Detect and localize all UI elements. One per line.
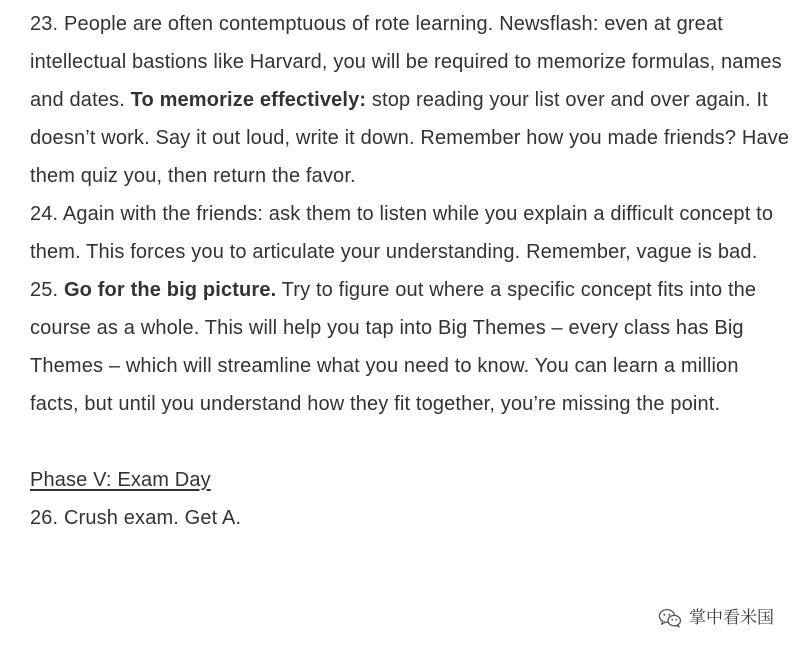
tip-24-text: 24. Again with the friends: ask them to listen while you explain a difficult concept to them. This forces you to articulate your understanding. Remember, vague is bad. — [30, 203, 774, 263]
spacer — [30, 423, 790, 461]
tip-23-text-after: stop reading your list over and over again. It doesn’t work. Say it out loud, write it down. Remember how you made friends? Have them quiz you, then return the favor. — [30, 89, 790, 187]
watermark-text: 掌中看米国 — [689, 608, 774, 628]
phase-heading-text: Phase V: Exam Day — [30, 469, 211, 491]
tip-26-text: 26. Crush exam. Get A. — [30, 507, 242, 529]
tip-25-text-after: Try to figure out where a specific concept fits into the course as a whole. This will help you tap into Big Themes – every class has Big Themes – which will streamline what you need to know. You can learn a million facts, but until you understand how they fit together, you’re missing the point. — [30, 279, 757, 415]
tip-25-bold-lead: Go for the big picture. — [63, 279, 277, 301]
tip-25-number: 25. — [30, 279, 64, 301]
tip-26-paragraph — [30, 499, 790, 537]
phase-heading — [30, 461, 790, 499]
tip-25-paragraph — [30, 271, 790, 423]
watermark — [658, 603, 774, 633]
tip-24-paragraph — [30, 195, 790, 271]
article-body — [30, 5, 790, 537]
wechat-icon — [658, 608, 682, 628]
tip-23-text-before: 23. People are often contemptuous of rote learning. Newsflash: even at great intellectual bastions like Harvard, you will be required to memorize formulas, names and dates. — [30, 13, 782, 111]
tip-23-paragraph — [30, 5, 790, 195]
tip-23-bold-lead: To memorize effectively: — [130, 89, 367, 111]
